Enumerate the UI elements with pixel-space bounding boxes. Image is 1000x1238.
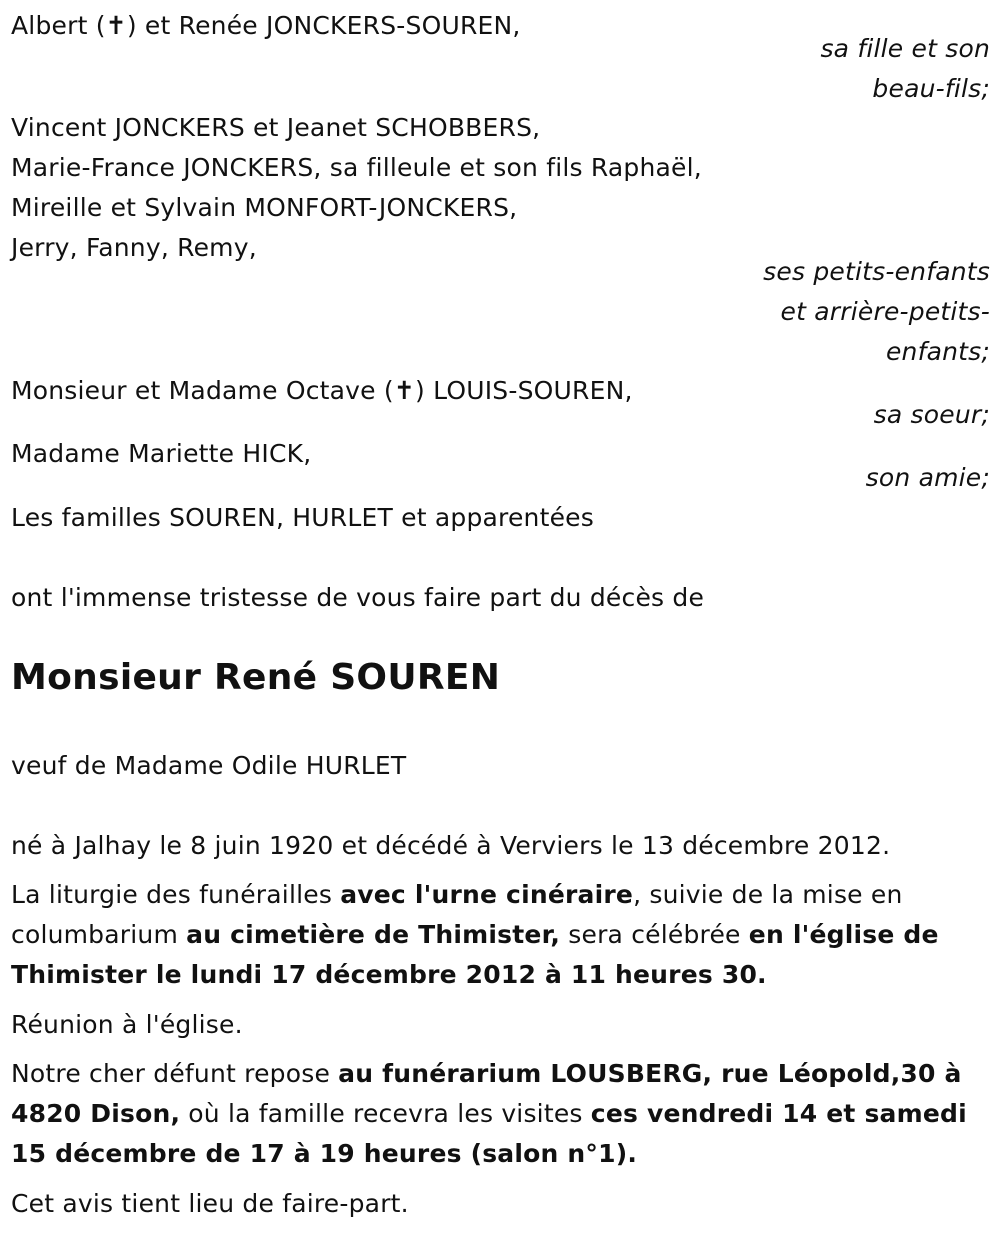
liturgy-line-3 <box>11 960 767 990</box>
deceased-name: Monsieur René SOUREN <box>11 657 501 698</box>
family-line-marie-france: Marie-France JONCKERS, sa filleule et son fils Raphaël, <box>11 153 702 182</box>
relation-children: enfants; <box>885 337 990 366</box>
relation-great-grandchildren: et arrière-petits- <box>780 297 990 326</box>
family-line-octave: Monsieur et Madame Octave (✝) LOUIS-SOUREN, <box>11 376 633 405</box>
family-line-mariette: Madame Mariette HICK, <box>11 439 312 468</box>
family-line-jerry: Jerry, Fanny, Remy, <box>11 233 257 262</box>
family-line-albert: Albert (✝) et Renée JONCKERS-SOUREN, <box>11 11 521 40</box>
liturgy-cemetery: au cimetière de Thimister, <box>186 920 561 949</box>
family-line-vincent: Vincent JONCKERS et Jeanet SCHOBBERS, <box>11 113 541 142</box>
family-line-mireille: Mireille et Sylvain MONFORT-JONCKERS, <box>11 193 518 222</box>
funerarium-line-2 <box>11 1099 967 1129</box>
closing-text: Cet avis tient lieu de faire-part. <box>11 1189 409 1218</box>
funerarium-city: 4820 Dison, <box>11 1099 181 1128</box>
announcement-text: ont l'immense tristesse de vous faire part du décès de <box>11 583 705 612</box>
relation-son-in-law: beau-fils; <box>872 74 990 103</box>
liturgy-church: en l'église de <box>748 920 939 949</box>
funerarium-hours: 15 décembre de 17 à 19 heures (salon n°1). <box>11 1139 638 1168</box>
relation-friend: son amie; <box>865 463 990 492</box>
funerarium-text: où la famille recevra les visites <box>180 1099 591 1128</box>
liturgy-text: La liturgie des funérailles <box>11 880 341 909</box>
funerarium-text: Notre cher défunt repose <box>11 1059 339 1088</box>
widower-text: veuf de Madame Odile HURLET <box>11 751 407 780</box>
relation-grandchildren: ses petits-enfants <box>763 257 990 286</box>
liturgy-line-2 <box>11 920 939 950</box>
liturgy-line-1 <box>11 880 903 910</box>
birth-death-text: né à Jalhay le 8 juin 1920 et décédé à Verviers le 13 décembre 2012. <box>11 831 891 860</box>
liturgy-urn: avec l'urne cinéraire <box>340 880 634 909</box>
funerarium-line-3 <box>11 1139 637 1169</box>
funerarium-days: ces vendredi 14 et samedi <box>590 1099 967 1128</box>
family-line-families: Les familles SOUREN, HURLET et apparentées <box>11 503 594 532</box>
relation-sister: sa soeur; <box>873 400 990 429</box>
relation-daughter: sa fille et son <box>820 34 990 63</box>
liturgy-text: , suivie de la mise en <box>633 880 903 909</box>
liturgy-text: sera célébrée <box>560 920 749 949</box>
funerarium-line-1 <box>11 1059 962 1089</box>
liturgy-text: columbarium <box>11 920 187 949</box>
funerarium-address: au funérarium LOUSBERG, rue Léopold,30 à <box>338 1059 962 1088</box>
liturgy-date: Thimister le lundi 17 décembre 2012 à 11 heures 30. <box>11 960 767 989</box>
reunion-text: Réunion à l'église. <box>11 1010 243 1039</box>
